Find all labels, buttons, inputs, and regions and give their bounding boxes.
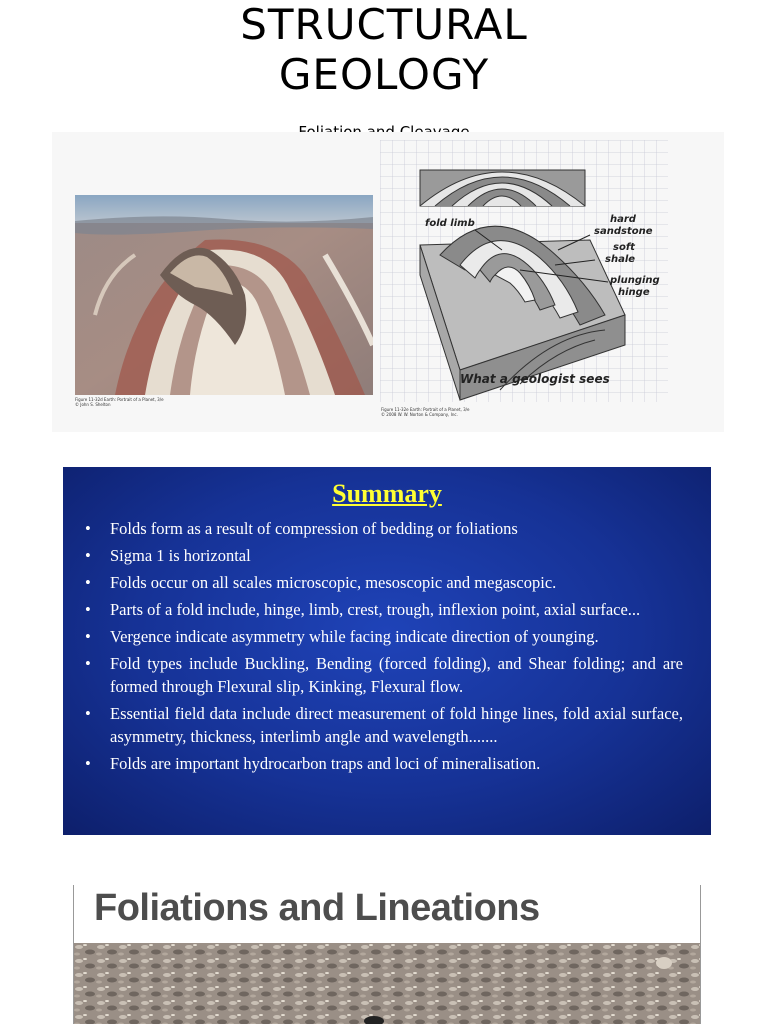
photo-caption-line-1: Figure 11-32d Earth: Portrait of a Planet, 3/e — [75, 397, 164, 402]
summary-bullet-list — [83, 517, 683, 779]
label-sandstone: sandstone — [594, 226, 653, 237]
bullet-text: Vergence indicate asymmetry while facing indicate direction of younging. — [110, 627, 599, 646]
label-fold-limb: fold limb — [425, 218, 475, 229]
bullet-text: Fold types include Buckling, Bending (forced folding), and Shear folding; and are formed through Flexural slip, Kinking, Flexural flow. — [110, 654, 683, 696]
diagram-caption — [381, 407, 581, 417]
list-item — [83, 598, 683, 621]
photo-caption — [75, 397, 275, 407]
bullet-icon: • — [85, 546, 91, 565]
title-line-2: GEOLOGY — [278, 50, 490, 99]
bullet-text: Folds form as a result of compression of bedding or foliations — [110, 519, 518, 538]
label-hard: hard — [610, 214, 636, 225]
diagram-caption-line-2: © 2008 W. W. Norton & Company, Inc. — [381, 412, 458, 417]
bullet-icon: • — [85, 600, 91, 619]
list-item — [83, 702, 683, 748]
label-soft: soft — [613, 242, 635, 253]
bullet-icon: • — [85, 754, 91, 773]
rock-texture-image — [74, 943, 700, 1024]
label-hinge: hinge — [618, 287, 650, 298]
bullet-icon: • — [85, 654, 91, 673]
title-line-1: STRUCTURAL — [240, 0, 528, 49]
bullet-text: Parts of a fold include, hinge, limb, crest, trough, inflexion point, axial surface... — [110, 600, 641, 619]
bullet-text: Sigma 1 is horizontal — [110, 546, 251, 565]
photo-caption-line-2: © John S. Shelton — [75, 402, 111, 407]
label-shale: shale — [605, 254, 636, 265]
label-plunging: plunging — [610, 275, 660, 286]
foliations-slide — [73, 885, 701, 1024]
summary-slide — [63, 467, 711, 835]
list-item — [83, 752, 683, 775]
bullet-icon: • — [85, 627, 91, 646]
list-item — [83, 625, 683, 648]
label-what-geologist-sees: What a geologist sees — [460, 372, 610, 386]
bullet-text: Folds occur on all scales microscopic, mesoscopic and megascopic. — [110, 573, 557, 592]
bullet-icon: • — [85, 519, 91, 538]
summary-title: Summary — [332, 479, 442, 508]
diagram-caption-line-1: Figure 11-32e Earth: Portrait of a Planet, 3/e — [381, 407, 470, 412]
fold-block-diagram — [380, 140, 668, 402]
list-item — [83, 544, 683, 567]
cross-section-strip — [420, 170, 585, 206]
bullet-text: Essential field data include direct measurement of fold hinge lines, fold axial surface, asymmetry, thickness, interlimb angle and wavelength....... — [110, 704, 683, 746]
foliations-title: Foliations and Lineations — [94, 887, 540, 929]
list-item — [83, 517, 683, 540]
list-item — [83, 571, 683, 594]
fold-aerial-photo — [75, 195, 373, 395]
bullet-icon: • — [85, 704, 91, 723]
bullet-icon: • — [85, 573, 91, 592]
bullet-text: Folds are important hydrocarbon traps and loci of mineralisation. — [110, 754, 541, 773]
list-item — [83, 652, 683, 698]
